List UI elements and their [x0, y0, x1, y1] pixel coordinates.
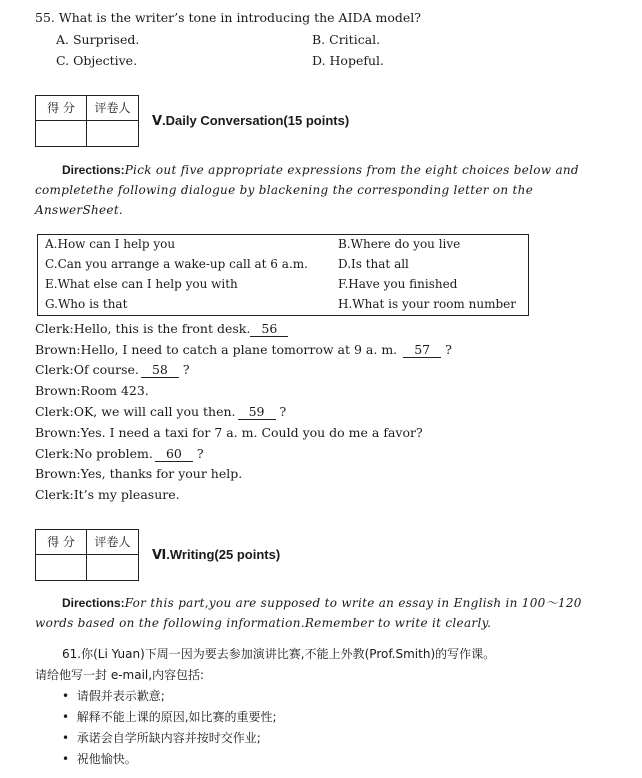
dialogue-text: Clerk:No problem.: [35, 446, 153, 461]
bullet-dot: •: [62, 752, 77, 766]
q55-stem: 55. What is the writer’s tone in introducing the AIDA model?: [35, 10, 422, 25]
blank-58[interactable]: 58: [141, 362, 179, 378]
score-label: 得 分: [36, 530, 87, 555]
directions-text-1: For this part,you are supposed to write an essay in English in 100～120: [124, 596, 582, 610]
dialogue-line-6: [35, 425, 423, 440]
q55-option-c[interactable]: C. Objective.: [56, 53, 138, 68]
grader-label: 评卷人: [87, 96, 138, 121]
dialogue-text: Brown:Hello, I need to catch a plane tomorrow at 9 a. m.: [35, 342, 398, 357]
directions-label: Directions:: [62, 163, 125, 177]
bullet-dot: •: [62, 710, 77, 724]
dialogue-text: Clerk:OK, we will call you then.: [35, 404, 236, 419]
dialogue-line-3: [35, 362, 190, 378]
dialogue-line-2: [35, 342, 452, 358]
score-label: 得 分: [36, 96, 87, 121]
dialogue-punct: ?: [279, 404, 287, 419]
score-input-cell[interactable]: [36, 121, 87, 146]
section6-directions: [35, 593, 582, 633]
blank-57[interactable]: 57: [403, 342, 441, 358]
q61-bullet-1: [62, 687, 165, 704]
score-box-section6: [35, 529, 139, 581]
section5-directions: [35, 160, 579, 220]
grader-label: 评卷人: [87, 530, 138, 555]
blank-60[interactable]: 60: [155, 446, 193, 462]
q61-prompt-line1: 61.你(Li Yuan)下周一因为要去参加演讲比赛,不能上外教(Prof.Smith)的写作课。: [62, 647, 496, 661]
choice-e[interactable]: E.What else can I help you with: [45, 277, 238, 291]
q61-bullet-3: [62, 729, 261, 746]
q55-option-a[interactable]: A. Surprised.: [56, 32, 140, 47]
directions-label: Directions:: [62, 596, 125, 610]
dialogue-punct: ?: [196, 446, 204, 461]
bullet-dot: •: [62, 689, 77, 703]
dialogue-text: Brown:Yes, thanks for your help.: [35, 466, 243, 481]
directions-text-1: Pick out five appropriate expressions from the eight choices below and: [124, 163, 579, 177]
section6-title: Ⅵ.Writing(25 points): [152, 547, 281, 562]
dialogue-text: Clerk:Hello, this is the front desk.: [35, 321, 251, 336]
dialogue-text: Brown:Yes. I need a taxi for 7 a. m. Could you do me a favor?: [35, 425, 423, 440]
dialogue-punct: ?: [182, 362, 190, 377]
score-input-cell[interactable]: [36, 555, 87, 580]
bullet-text: 解释不能上课的原因,如比赛的重要性;: [76, 710, 277, 724]
choice-c[interactable]: C.Can you arrange a wake-up call at 6 a.m.: [45, 257, 308, 271]
blank-56[interactable]: 56: [250, 321, 288, 337]
bullet-dot: •: [62, 731, 77, 745]
dialogue-line-4: [35, 383, 149, 398]
dialogue-line-7: [35, 446, 204, 462]
q55-option-b[interactable]: B. Critical.: [312, 32, 381, 47]
blank-59[interactable]: 59: [238, 404, 276, 420]
choice-g[interactable]: G.Who is that: [45, 297, 128, 311]
bullet-text: 祝他愉快。: [76, 752, 137, 766]
bullet-text: 承诺会自学所缺内容并按时交作业;: [76, 731, 261, 745]
dialogue-punct: ?: [445, 342, 452, 357]
q61-bullet-4: [62, 750, 137, 767]
section5-title: Ⅴ.Daily Conversation(15 points): [152, 113, 350, 128]
dialogue-line-8: [35, 466, 242, 481]
grader-input-cell[interactable]: [87, 555, 138, 580]
choice-d[interactable]: D.Is that all: [338, 257, 409, 271]
choice-a[interactable]: A.How can I help you: [45, 237, 176, 251]
q61-bullet-2: [62, 708, 277, 725]
dialogue-text: Brown:Room 423.: [35, 383, 149, 398]
score-box-section5: [35, 95, 139, 147]
dialogue-text: Clerk:Of course.: [35, 362, 139, 377]
choice-h[interactable]: H.What is your room number: [338, 297, 516, 311]
dialogue-text: Clerk:It’s my pleasure.: [35, 487, 180, 502]
bullet-text: 请假并表示歉意;: [76, 689, 165, 703]
grader-input-cell[interactable]: [87, 121, 138, 146]
dialogue-line-9: [35, 487, 180, 502]
directions-text-2: completethe following dialogue by blackening the corresponding letter on the: [35, 183, 534, 197]
dialogue-line-5: [35, 404, 286, 420]
q55-option-d[interactable]: D. Hopeful.: [312, 53, 384, 68]
directions-text-2: words based on the following information.Remember to write it clearly.: [35, 616, 492, 630]
choices-box: [37, 234, 529, 316]
dialogue-line-1: [35, 321, 288, 337]
choice-f[interactable]: F.Have you finished: [338, 277, 458, 291]
choice-b[interactable]: B.Where do you live: [338, 237, 461, 251]
directions-text-3: AnswerSheet.: [35, 203, 124, 217]
q61-prompt-line2: 请给他写一封 e-mail,内容包括:: [35, 668, 205, 682]
